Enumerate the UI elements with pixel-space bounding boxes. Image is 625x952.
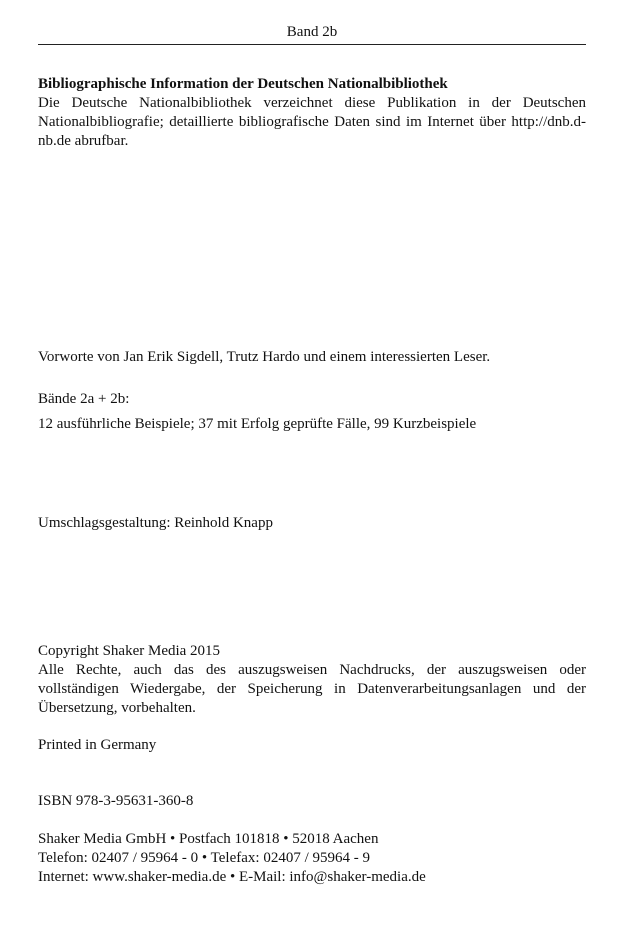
running-header (38, 22, 586, 45)
forewords-line: Vorworte von Jan Erik Sigdell, Trutz Hardo und einem interessierten Leser. (38, 349, 491, 365)
printed-in: Printed in Germany (38, 737, 157, 753)
volumes-summary: 12 ausführliche Beispiele; 37 mit Erfolg geprüfte Fälle, 99 Kurzbeispiele (38, 416, 477, 432)
isbn: ISBN 978-3-95631-360-8 (38, 793, 194, 809)
cover-design-credit: Umschlagsgestaltung: Reinhold Knapp (38, 515, 273, 531)
copyright-notice: Copyright Shaker Media 2015 (38, 643, 221, 659)
bibliographic-heading: Bibliographische Information der Deutschen Nationalbibliothek (38, 76, 448, 92)
publisher-address: Shaker Media GmbH • Postfach 101818 • 52018 Aachen (38, 831, 379, 847)
publisher-web: Internet: www.shaker-media.de • E-Mail: info@shaker-media.de (38, 869, 426, 885)
publisher-contact (38, 830, 586, 887)
volumes-label: Bände 2a + 2b: (38, 391, 130, 407)
bibliographic-information (38, 75, 586, 151)
publisher-phone: Telefon: 02407 / 95964 - 0 • Telefax: 02407 / 95964 - 9 (38, 850, 370, 866)
copyright-rights: Alle Rechte, auch das des auszugsweisen Nachdrucks, der auszugsweisen oder vollständigen Wiedergabe, der Speicherung in Datenverarbeitungsanlagen und der Übersetzung, vorbehalten. (38, 662, 586, 716)
bibliographic-text: Die Deutsche Nationalbibliothek verzeichnet diese Publikation in der Deutschen Nationalbibliografie; detaillierte bibliografische Daten sind im Internet über http://dnb.d-nb.de abrufbar. (38, 95, 586, 149)
copyright-section (38, 642, 586, 718)
header-title: Band 2b (286, 24, 338, 40)
